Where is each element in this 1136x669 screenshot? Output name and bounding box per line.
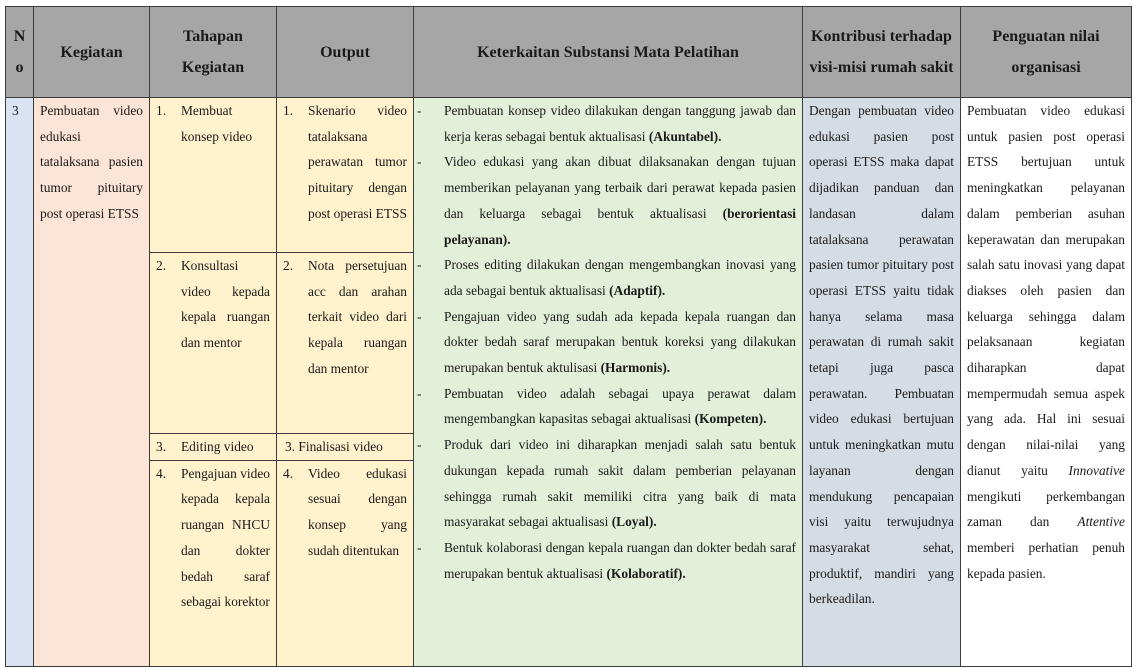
tahapan-text: Membuat konsep video	[181, 103, 253, 144]
keterkaitan-item: - Proses editing dilakukan dengan mengembangkan inovasi yang ada sebagai bentuk aktualisasi (Adaptif).	[417, 257, 796, 298]
tahapan-text: Editing video	[181, 439, 254, 454]
cell-tahapan-4	[150, 460, 277, 666]
output-text: Video edukasi sesuai dengan konsep yang sudah ditentukan	[308, 465, 407, 558]
keterkaitan-item: - Produk dari video ini diharapkan menjadi salah satu bentuk dukungan kepada rumah sakit dalam pemberian pelayanan sehingga rumah sakit memiliki citra yang baik di mata masyarakat sebagai aktualisasi (Loyal).	[417, 437, 796, 530]
header-kontribusi: Kontribusi terhadap visi-misi rumah sakit	[803, 7, 961, 98]
output-num: 3.	[285, 439, 296, 454]
cell-kontribusi	[803, 98, 961, 667]
tahapan-num: 3.	[156, 439, 167, 454]
kontribusi-text: Dengan pembuatan video edukasi pasien post operasi ETSS maka dapat dijadikan panduan dan landasan dalam tatalaksana perawatan pasien tumor pituitary post operasi ETSS yaitu tidak hanya selama masa perawatan di rumah sakit tetapi juga pasca perawatan. Pembuatan video edukasi bertujuan untuk meningkatkan mutu layanan dengan mendukung pencapaian visi yaitu terwujudnya masyarakat sehat, produktif, mandiri yang berkeadilan.	[809, 103, 954, 607]
aktualisasi-table	[5, 6, 1132, 667]
keterkaitan-item: - Pembuatan video adalah sebagai upaya perawat dalam mengembangkan kapasitas sebagai aktualisasi (Kompeten).	[417, 385, 796, 427]
cell-tahapan-2	[150, 253, 277, 434]
tahapan-text: Pengajuan video kepada kepala ruangan NHCU dan dokter bedah saraf sebagai korektor	[181, 465, 270, 610]
header-keterkaitan: Keterkaitan Substansi Mata Pelatihan	[414, 7, 803, 98]
cell-output-2	[277, 253, 414, 434]
keterkaitan-item: - Bentuk kolaborasi dengan kepala ruangan dan dokter bedah saraf merupakan bentuk aktualisasi (Kolaboratif).	[417, 539, 796, 581]
cell-kegiatan	[34, 98, 150, 667]
cell-output-3	[277, 434, 414, 461]
tahapan-num: 2.	[156, 258, 167, 273]
tahapan-text: Konsultasi video kepada kepala ruangan dan mentor	[181, 258, 270, 351]
cell-output-1	[277, 98, 414, 253]
table-row	[6, 98, 1132, 253]
keterkaitan-item: - Video edukasi yang akan dibuat dilaksanakan dengan tujuan memberikan pelayanan yang terbaik dari perawat kepada pasien dan keluarga sebagai bentuk aktualisasi (berorientasi pelayanan).	[417, 154, 796, 247]
header-kegiatan: Kegiatan	[34, 7, 150, 98]
header-tahapan: Tahapan Kegiatan	[150, 7, 277, 98]
kegiatan-text: Pembuatan video edukasi tatalaksana pasien tumor pituitary post operasi ETSS	[40, 103, 143, 221]
cell-output-4	[277, 460, 414, 666]
header-penguatan: Penguatan nilai organisasi	[961, 7, 1132, 98]
output-num: 4.	[283, 465, 294, 481]
header-no: N o	[6, 7, 34, 98]
penguatan-text: Pembuatan video edukasi untuk pasien post operasi ETSS bertujuan untuk meningkatkan pelayanan dalam pemberian asuhan keperawatan dan merupakan salah satu inovasi yang dapat diakses oleh pasien dan keluarga sehingga dalam pelaksanaan kegiatan diharapkan dapat mempermudah semua aspek yang ada. Hal ini sesuai dengan nilai-nilai yang dianut yaitu Innovative mengikuti perkembangan zaman dan Attentive memberi perhatian penuh kepada pasien.	[967, 103, 1125, 581]
keterkaitan-item: - Pengajuan video yang sudah ada kepada kepala ruangan dan dokter bedah saraf merupakan bentuk koreksi yang dilakukan merupakan bentuk aktulisasi (Harmonis).	[417, 308, 796, 376]
header-row	[6, 7, 1132, 98]
keterkaitan-item: - Pembuatan konsep video dilakukan dengan tanggung jawab dan kerja keras sebagai bentuk aktualisasi (Akuntabel).	[417, 103, 796, 144]
cell-no	[6, 98, 34, 667]
output-text: Nota persetujuan acc dan arahan terkait video dari kepala ruangan dan mentor	[308, 258, 407, 376]
output-text: Finalisasi video	[298, 439, 383, 454]
cell-penguatan	[961, 98, 1132, 667]
tahapan-num: 1.	[156, 103, 167, 118]
row-number: 3	[12, 103, 19, 118]
output-text: Skenario video tatalaksana perawatan tumor pituitary dengan post operasi ETSS	[308, 103, 407, 221]
cell-keterkaitan	[414, 98, 803, 667]
cell-tahapan-3	[150, 434, 277, 461]
cell-tahapan-1	[150, 98, 277, 253]
output-num: 1.	[283, 103, 294, 118]
output-num: 2.	[283, 258, 294, 273]
tahapan-num: 4.	[156, 465, 167, 481]
header-output: Output	[277, 7, 414, 98]
